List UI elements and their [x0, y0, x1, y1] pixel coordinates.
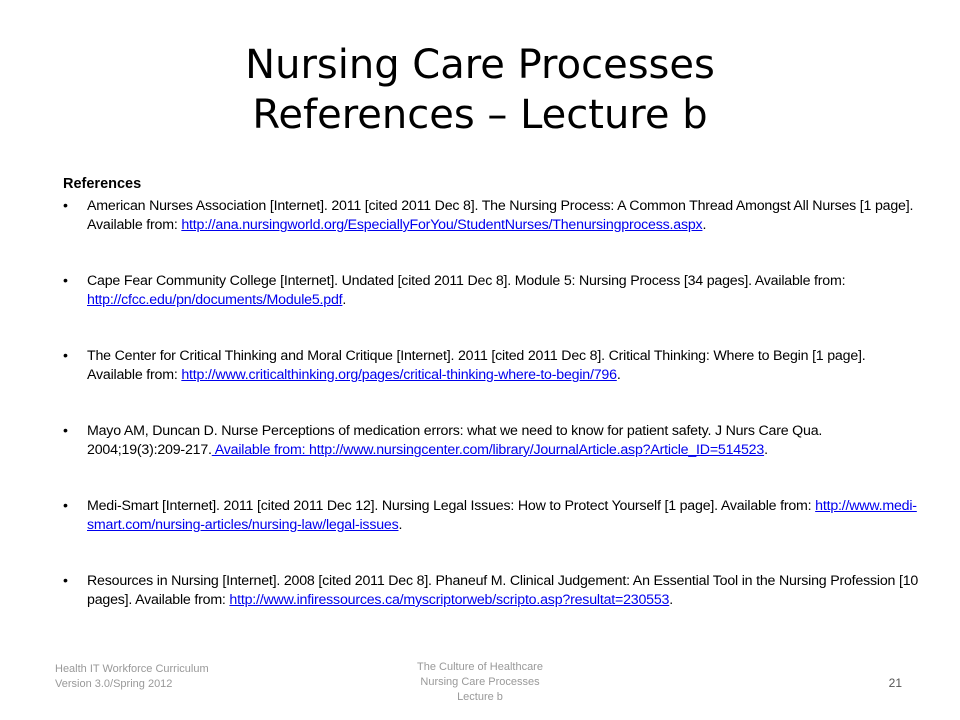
- reference-text: Medi-Smart [Internet]. 2011 [cited 2011 Dec 12]. Nursing Legal Issues: How to Protect Yourself [1 page]. Available from:: [87, 498, 816, 514]
- footer-curriculum-line1: Health IT Workforce Curriculum: [55, 663, 209, 675]
- bullet-icon: •: [63, 498, 68, 514]
- reference-end: .: [669, 592, 673, 608]
- footer-course: [380, 660, 580, 705]
- slide-title-line2: References – Lecture b: [252, 92, 708, 138]
- reference-text: The Center for Critical Thinking and Moral Critique [Internet]. 2011 [cited 2011 Dec 8]. Critical Thinking: Where to Begin [1 page]. Available from:: [87, 348, 866, 383]
- reference-link[interactable]: Available from: http://www.nursingcenter.com/library/JournalArticle.asp?Article_ID=514523: [211, 442, 765, 458]
- slide-title: [0, 40, 960, 140]
- reference-text: American Nurses Association [Internet]. 2011 [cited 2011 Dec 8]. The Nursing Process: A Common Thread Amongst All Nurses [1 page]. Available from:: [87, 198, 914, 233]
- reference-item: [63, 197, 923, 235]
- references-heading: References: [63, 176, 142, 192]
- references-list: [63, 197, 923, 647]
- reference-text: Mayo AM, Duncan D. Nurse Perceptions of medication errors: what we need to know for patient safety. J Nurs Care Qua. 2004;19(3):209-217.: [87, 423, 823, 458]
- reference-end: .: [398, 517, 403, 533]
- bullet-icon: •: [63, 198, 68, 214]
- reference-item: [63, 497, 923, 535]
- slide-title-line1: Nursing Care Processes: [245, 42, 715, 88]
- reference-link[interactable]: http://ana.nursingworld.org/EspeciallyForYou/StudentNurses/Thenursingprocess.aspx: [181, 217, 703, 233]
- reference-item: [63, 572, 923, 610]
- bullet-icon: •: [63, 573, 68, 589]
- reference-text: Resources in Nursing [Internet]. 2008 [cited 2011 Dec 8]. Phaneuf M. Clinical Judgement: An Essential Tool in the Nursing Profession [10 pages]. Available from:: [87, 573, 919, 608]
- reference-end: .: [616, 367, 621, 383]
- reference-link[interactable]: http://www.infiressources.ca/myscriptorweb/scripto.asp?resultat=230553: [229, 592, 670, 608]
- reference-link[interactable]: http://cfcc.edu/pn/documents/Module5.pdf: [87, 292, 343, 308]
- reference-end: .: [764, 442, 768, 458]
- reference-link[interactable]: http://www.criticalthinking.org/pages/critical-thinking-where-to-begin/796: [181, 367, 617, 383]
- footer-course-line2: Nursing Care Processes: [420, 676, 540, 688]
- reference-text: Cape Fear Community College [Internet]. Undated [cited 2011 Dec 8]. Module 5: Nursing Process [34 pages]. Available from:: [87, 273, 846, 289]
- reference-item: [63, 272, 923, 310]
- footer-curriculum: [55, 662, 209, 692]
- footer-curriculum-line2: Version 3.0/Spring 2012: [55, 678, 173, 690]
- footer-course-line3: Lecture b: [457, 691, 503, 703]
- reference-end: .: [702, 217, 707, 233]
- reference-item: [63, 347, 923, 385]
- bullet-icon: •: [63, 423, 68, 439]
- footer-course-line1: The Culture of Healthcare: [417, 661, 543, 673]
- reference-end: .: [342, 292, 347, 308]
- reference-item: [63, 422, 923, 460]
- page-number: 21: [888, 676, 902, 690]
- bullet-icon: •: [63, 273, 68, 289]
- bullet-icon: •: [63, 348, 68, 364]
- reference-link[interactable]: http://www.medi-smart.com/nursing-articles/nursing-law/legal-issues: [87, 498, 917, 533]
